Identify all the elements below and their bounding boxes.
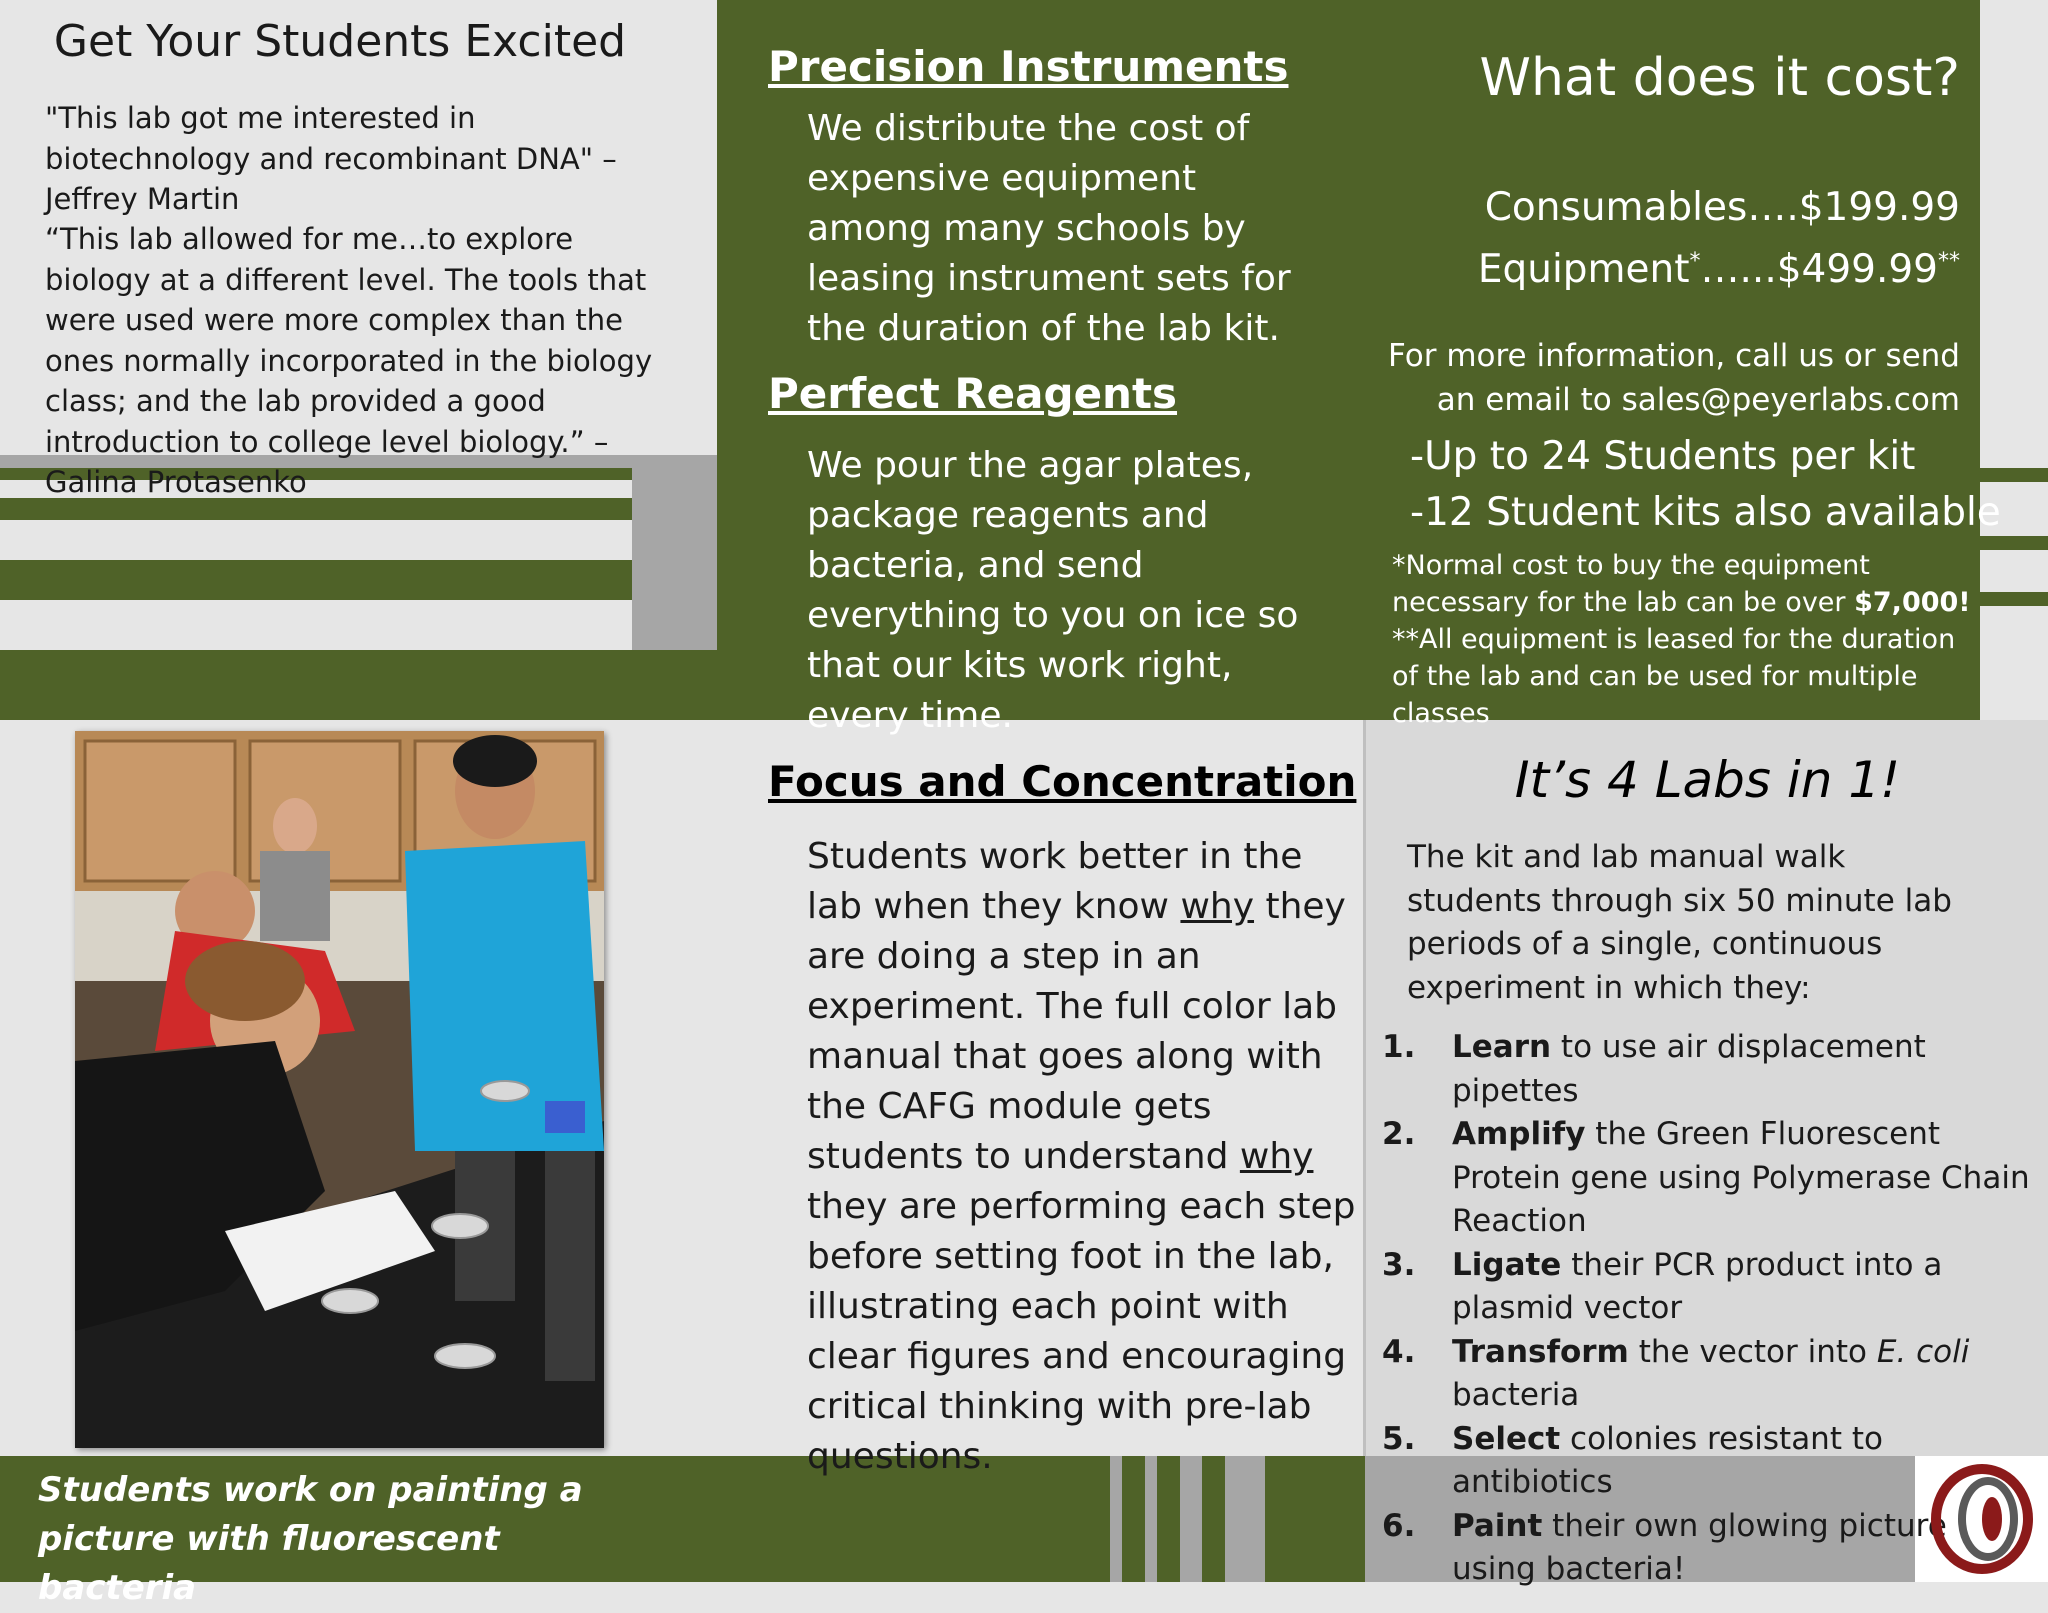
lab-step [1382,1244,2032,1331]
focus-why-1: why [1180,886,1255,927]
equipment-mark: * [1689,249,1701,274]
left-light-gap-2 [0,520,632,560]
equipment-amount: …...$499.99 [1700,247,1938,292]
equipment-label: Equipment [1477,247,1690,292]
students-per-kit: -Up to 24 Students per kit [1410,434,1916,479]
consumables-price: Consumables….$199.99 [1484,185,1960,230]
focus-text-1: Students work better in the lab when they know [807,836,1303,927]
reagents-title: Perfect Reagents [768,369,1178,418]
right-edge-stripe-1 [1980,468,2048,482]
step-number: 3. [1382,1246,1416,1283]
footnote-leased: **All equipment is leased for the duration of the lab and can be used for multiple classes [1392,624,1956,729]
step-verb: Amplify [1452,1116,1586,1152]
contact-line-1: For more information, call us or send [1388,338,1960,374]
step-verb: Learn [1452,1029,1552,1065]
step-number: 5. [1382,1420,1416,1457]
lab-step [1382,1113,2032,1244]
step-verb: Select [1452,1420,1561,1457]
focus-why-2: why [1239,1136,1314,1177]
right-edge-strip [1980,0,2048,720]
lab-step [1382,1331,2032,1418]
reagents-body: We pour the agar plates, package reagents and bacteria, and send everything to you on ice so that our kits work right, every time. [807,445,1299,736]
step-text: the vector into [1628,1333,1877,1370]
quote-galina: “This lab allowed for me…to explore biology at a different level. The tools that were used were more complex than the ones normally incorporated in the biology class; and the lab provided a good introduction to college level biology.” – Galina Protasenko [45,222,653,499]
lab-step [1382,1026,2032,1113]
step-number: 2. [1382,1116,1416,1152]
step-text: their own glowing picture using bacteria! [1452,1507,1947,1587]
footnote-equipment-cost [1392,547,1972,621]
left-stripe-3 [0,560,632,600]
photo-caption: Students work on painting a picture with fluorescent bacteria [38,1470,583,1608]
focus-text-3: they are performing each step before setting foot in the lab, illustrating each point with clear figures and encouraging critical thinking with pre-lab questions. [807,1186,1356,1477]
focus-title: Focus and Concentration [768,757,1357,806]
contact-line-2: an email to sales@peyerlabs.com [1436,382,1960,418]
excited-title: Get Your Students Excited [53,16,627,67]
peyer-labs-logo-icon [1920,1461,2040,1577]
photo-illustration [75,731,604,1448]
step-verb: Paint [1452,1507,1543,1544]
step-verb: Transform [1452,1333,1629,1370]
step-text: to use air displacement pipettes [1452,1029,1926,1109]
focus-text-2: they are doing a step in an experiment. The full color lab manual that goes along with the CAFG module gets students to understand [807,886,1346,1177]
step-number: 1. [1382,1029,1416,1065]
step-text-after: bacteria [1452,1377,1580,1413]
step-number: 6. [1382,1507,1416,1544]
equipment-price [1380,236,1960,296]
precision-title: Precision Instruments [768,42,1289,91]
footnote-equipment-amount: $7,000! [1854,587,1971,618]
step-text: colonies resistant to antibiotics [1452,1420,1883,1500]
labs-intro: The kit and lab manual walk students through six 50 minute lab periods of a single, continuous experiment in which they: [1407,839,1952,1006]
student-kits-available: -12 Student kits also available [1410,490,2001,535]
left-light-gap-3 [0,600,632,650]
step-text: the Green Fluorescent Protein gene using Polymerase Chain Reaction [1452,1116,2030,1239]
step-number: 4. [1382,1333,1416,1370]
labs-title: It’s 4 Labs in 1! [1514,751,1901,809]
cost-title: What does it cost? [1479,48,1960,108]
classroom-lab-photo [75,731,604,1448]
panel-divider [1363,720,1366,1456]
step-verb: Ligate [1452,1246,1562,1283]
step-organism: E. coli [1876,1333,1970,1370]
footnote-equipment-text: *Normal cost to buy the equipment necessary for the lab can be over [1392,550,1870,618]
equipment-amount-mark: ** [1938,249,1960,274]
precision-body: We distribute the cost of expensive equipment among many schools by leasing instrument sets for the duration of the lab kit. [807,108,1291,349]
quote-jeffrey: "This lab got me interested in biotechnology and recombinant DNA" – Jeffrey Martin [45,101,617,216]
right-edge-stripe-3 [1980,592,2048,606]
step-text: their PCR product into a plasmid vector [1452,1246,1943,1326]
focus-body [807,832,1357,1482]
